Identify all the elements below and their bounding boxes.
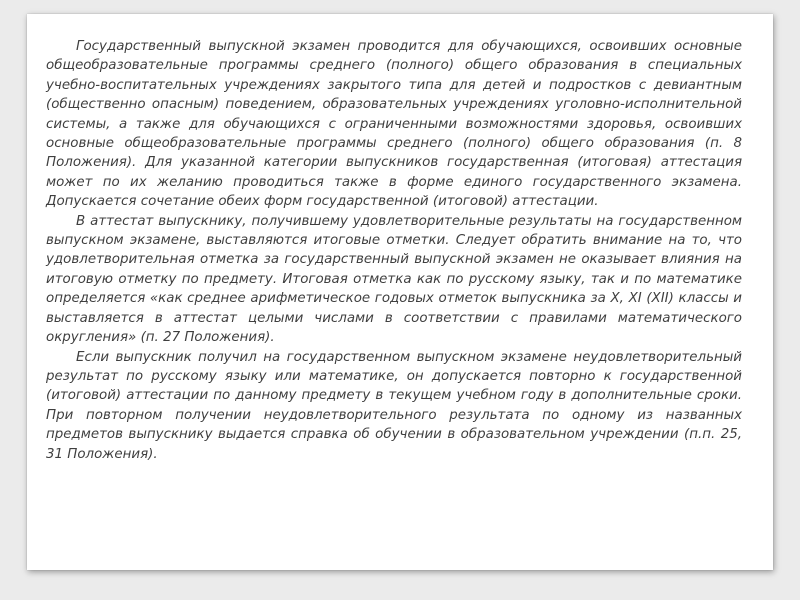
slide-text-block [46,37,742,464]
slide [27,14,773,570]
paragraph-1: Государственный выпускной экзамен проводится для обучающихся, освоивших основные общеобразовательные программы среднего (полного) общего образования в специальных учебно-воспитательных учреждениях закрытого типа для детей и подростков с девиантным (общественно опасным) поведением, образовательных учреждениях уголовно-исполнительной системы, а также для обучающихся с ограниченными возможностями здоровья, освоивших основные общеобразовательные программы среднего (полного) общего образования (п. 8 Положения). Для указанной категории выпускников государственная (итоговая) аттестация может по их желанию проводиться также в форме единого государственного экзамена. Допускается сочетание обеих форм государственной (итоговой) аттестации. [46,39,742,210]
paragraph-2: В аттестат выпускнику, получившему удовлетворительные результаты на государственном выпускном экзамене, выставляются итоговые отметки. Следует обратить внимание на то, что удовлетворительная отметка за государственный выпускной экзамен не оказывает влияния на итоговую отметку по предмету. Итоговая отметка как по русскому языку, так и по математике определяется «как среднее арифметическое годовых отметок выпускника за X, XI (XII) классы и выставляется в аттестат целыми числами в соответствии с правилами математического округления» (п. 27 Положения). [46,213,742,346]
paragraph-3: Если выпускник получил на государственном выпускном экзамене неудовлетворительный результат по русскому языку или математике, он допускается повторно к государственной (итоговой) аттестации по данному предмету в текущем учебном году в дополнительные сроки. При повторном получении неудовлетворительного результата по одному из названных предметов выпускнику выдается справка об обучении в образовательном учреждении (п.п. 25, 31 Положения). [46,349,742,462]
